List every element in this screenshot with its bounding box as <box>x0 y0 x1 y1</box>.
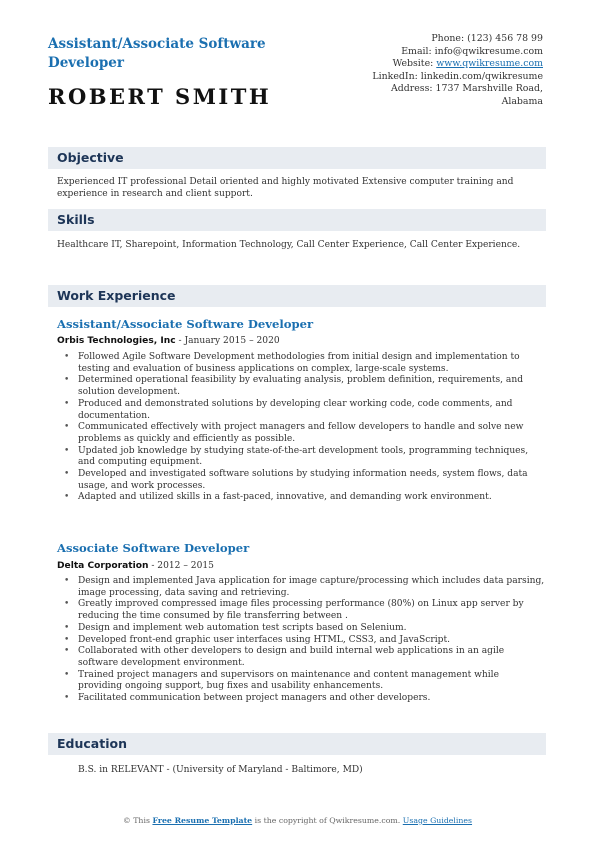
website-label: Website: <box>392 58 437 70</box>
list-item: • Facilitated communication between project managers and other developers. <box>57 693 545 705</box>
footer-copyright <box>0 816 595 825</box>
education-section-header <box>48 733 546 755</box>
contact-phone: Phone: (123) 456 78 99 <box>431 33 543 44</box>
contact-block <box>323 33 543 109</box>
list-item: • Developed front-end graphic user interfaces using HTML, CSS3, and JavaScript. <box>57 635 545 647</box>
experience-section-header <box>48 285 546 307</box>
job-dates: - 2012 – 2015 <box>148 561 214 571</box>
website-link[interactable]: www.qwikresume.com <box>436 58 543 70</box>
footer-middle: is the copyright of Qwikresume.com. <box>252 816 403 825</box>
list-item: • Updated job knowledge by studying state-of-the-art development tools, programming techniques, and computing equipment. <box>57 446 545 469</box>
list-item: • Determined operational feasibility by evaluating analysis, problem definition, requirements, and solution development. <box>57 375 545 398</box>
job-dates: - January 2015 – 2020 <box>175 336 280 346</box>
contact-address-line2: Alabama <box>501 95 543 107</box>
job-company: Orbis Technologies, Inc <box>57 336 176 346</box>
education-heading: Education <box>57 736 127 751</box>
skills-text: Healthcare IT, Sharepoint, Information Technology, Call Center Experience, Call Center Experience. <box>57 240 521 250</box>
footer-prefix: © This <box>122 816 153 825</box>
list-item: • Adapted and utilized skills in a fast-paced, innovative, and demanding work environment. <box>57 492 545 504</box>
job-company-line <box>57 561 214 571</box>
job-role: Assistant/Associate Software Developer <box>57 317 314 331</box>
free-resume-template-link[interactable]: Free Resume Template <box>152 816 253 825</box>
resume-job-title: Assistant/Associate Software Developer <box>48 36 266 71</box>
list-item: • Communicated effectively with project managers and fellow developers to handle and solve new problems as quickly and efficiently as possible. <box>57 422 545 445</box>
contact-website <box>323 58 543 71</box>
list-item: • Produced and demonstrated solutions by developing clear working code, code comments, and documentation. <box>57 399 545 422</box>
candidate-name: ROBERT SMITH <box>48 84 272 109</box>
job-bullet-list <box>57 352 545 504</box>
list-item: • Greatly improved compressed image files processing performance (80%) on Linux app server by reducing the time consumed by file transferring between . <box>57 599 545 622</box>
list-item: • Design and implement web automation test scripts based on Selenium. <box>57 623 545 635</box>
list-item: • Developed and investigated software solutions by studying information needs, system flows, data usage, and work processes. <box>57 469 545 492</box>
skills-heading: Skills <box>57 212 95 227</box>
job-company: Delta Corporation <box>57 561 149 571</box>
experience-heading: Work Experience <box>57 288 176 303</box>
job-company-line <box>57 336 280 346</box>
contact-address-line1: Address: 1737 Marshville Road, <box>390 83 543 95</box>
job-bullet-list <box>57 576 545 705</box>
list-item: • Followed Agile Software Development methodologies from initial design and implementation to testing and evaluation of business applications on complex, large-scale systems. <box>57 352 545 375</box>
contact-email: Email: info@qwikresume.com <box>401 45 543 57</box>
usage-guidelines-link[interactable]: Usage Guidelines <box>402 816 473 825</box>
objective-text: Experienced IT professional Detail oriented and highly motivated Extensive computer training and experience in research and client support. <box>57 177 514 199</box>
skills-section-header <box>48 209 546 231</box>
objective-section-header <box>48 147 546 169</box>
contact-linkedin: LinkedIn: linkedin.com/qwikresume <box>372 70 543 82</box>
education-text: B.S. in RELEVANT - (University of Maryland - Baltimore, MD) <box>78 765 363 775</box>
list-item: • Trained project managers and supervisors on maintenance and content management while providing ongoing support, bug fixes and usability enhancements. <box>57 670 545 693</box>
job-role: Associate Software Developer <box>57 541 250 555</box>
list-item: • Collaborated with other developers to design and build internal web applications in an agile software development environment. <box>57 646 545 669</box>
list-item: • Design and implemented Java application for image capture/processing which includes data parsing, image processing, data saving and retrieving. <box>57 576 545 599</box>
objective-heading: Objective <box>57 150 124 165</box>
